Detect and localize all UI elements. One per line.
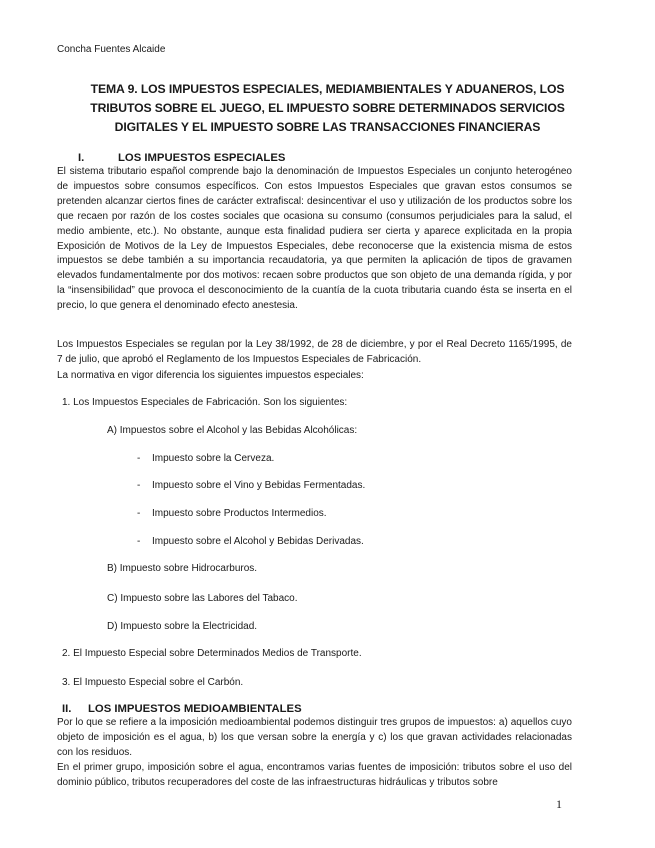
sub-item-c: C) Impuesto sobre las Labores del Tabaco.	[107, 593, 298, 604]
bullet-marker: -	[137, 480, 141, 491]
bullet-item: Impuesto sobre la Cerveza.	[152, 453, 275, 464]
bullet-marker: -	[137, 453, 141, 464]
section-1-number: I.	[78, 152, 85, 164]
section-2-number: II.	[62, 703, 72, 715]
section-1-paragraph-3: La normativa en vigor diferencia los siguientes impuestos especiales:	[57, 370, 364, 381]
sub-item-b: B) Impuesto sobre Hidrocarburos.	[107, 563, 258, 574]
list-item-2: 2. El Impuesto Especial sobre Determinados Medios de Transporte.	[62, 648, 362, 659]
section-2-paragraph-1: Por lo que se refiere a la imposición medioambiental podemos distinguir tres grupos de impuestos: a) aquellos cuyo objeto de imposición es el agua, b) los que versan sobre la energía y c) los que gravan actividades relacionadas con los residuos.	[57, 717, 572, 758]
bullet-item: Impuesto sobre el Vino y Bebidas Fermentadas.	[152, 480, 366, 491]
bullet-marker: -	[137, 536, 141, 547]
bullet-item: Impuesto sobre Productos Intermedios.	[152, 508, 327, 519]
document-title: TEMA 9. LOS IMPUESTOS ESPECIALES, MEDIAMBIENTALES Y ADUANEROS, LOS TRIBUTOS SOBRE EL JUEGO, EL IMPUESTO SOBRE DETERMINADOS SERVICIOS DIGITALES Y EL IMPUESTO SOBRE LAS TRANSACCIONES FINANCIERAS	[90, 82, 565, 134]
list-item-3: 3. El Impuesto Especial sobre el Carbón.	[62, 677, 244, 688]
section-1-title: LOS IMPUESTOS ESPECIALES	[118, 152, 286, 164]
section-1-paragraph-1: El sistema tributario español comprende bajo la denominación de Impuestos Especiales un conjunto heterogéneo de impuestos sobre consumos específicos. Con estos Impuestos Especiales que gravan estos consumos se pretenden alcanzar ciertos fines de carácter extrafiscal: desincentivar el uso y utilización de los productos sobre los que recaen por razón de los costes sociales que ocasiona su consumo (consumos perjudiciales para la salud, el medio ambiente, etc.). No obstante, aunque esta finalidad pudiera ser cierta y aparece explicitada en la propia Exposición de Motivos de la Ley de Impuestos Especiales, debe reconocerse que la existencia misma de estos impuestos se debe también a su importancia recaudatoria, ya que permiten la aplicación de tipos de gravamen elevados fundamentalmente por dos motivos: recaen sobre productos que son objeto de una demanda rígida, y por la “insensibilidad” que provoca el desconocimiento de la cuantía de la cuota tributaria cuando ésta se inserta en el precio, lo que genera el denominado efecto anestesia.	[57, 166, 572, 312]
section-2-title: LOS IMPUESTOS MEDIOAMBIENTALES	[88, 703, 302, 715]
bullet-item: Impuesto sobre el Alcohol y Bebidas Derivadas.	[152, 536, 364, 547]
section-1-paragraph-2: Los Impuestos Especiales se regulan por la Ley 38/1992, de 28 de diciembre, y por el Real Decreto 1165/1995, de 7 de julio, que aprobó el Reglamento de los Impuestos Especiales de Fabricación.	[57, 339, 572, 365]
list-item-1: 1. Los Impuestos Especiales de Fabricación. Son los siguientes:	[62, 397, 348, 408]
page-number: 1	[556, 797, 562, 811]
author-name: Concha Fuentes Alcaide	[57, 44, 166, 55]
section-2-paragraph-2: En el primer grupo, imposición sobre el agua, encontramos varias fuentes de imposición: tributos sobre el uso del dominio público, tributos recuperadores del coste de las infraestructuras hidráulicas y tributos sobre	[57, 762, 572, 788]
sub-item-d: D) Impuesto sobre la Electricidad.	[107, 621, 258, 632]
sub-item-a: A) Impuestos sobre el Alcohol y las Bebidas Alcohólicas:	[107, 425, 358, 436]
bullet-marker: -	[137, 508, 141, 519]
